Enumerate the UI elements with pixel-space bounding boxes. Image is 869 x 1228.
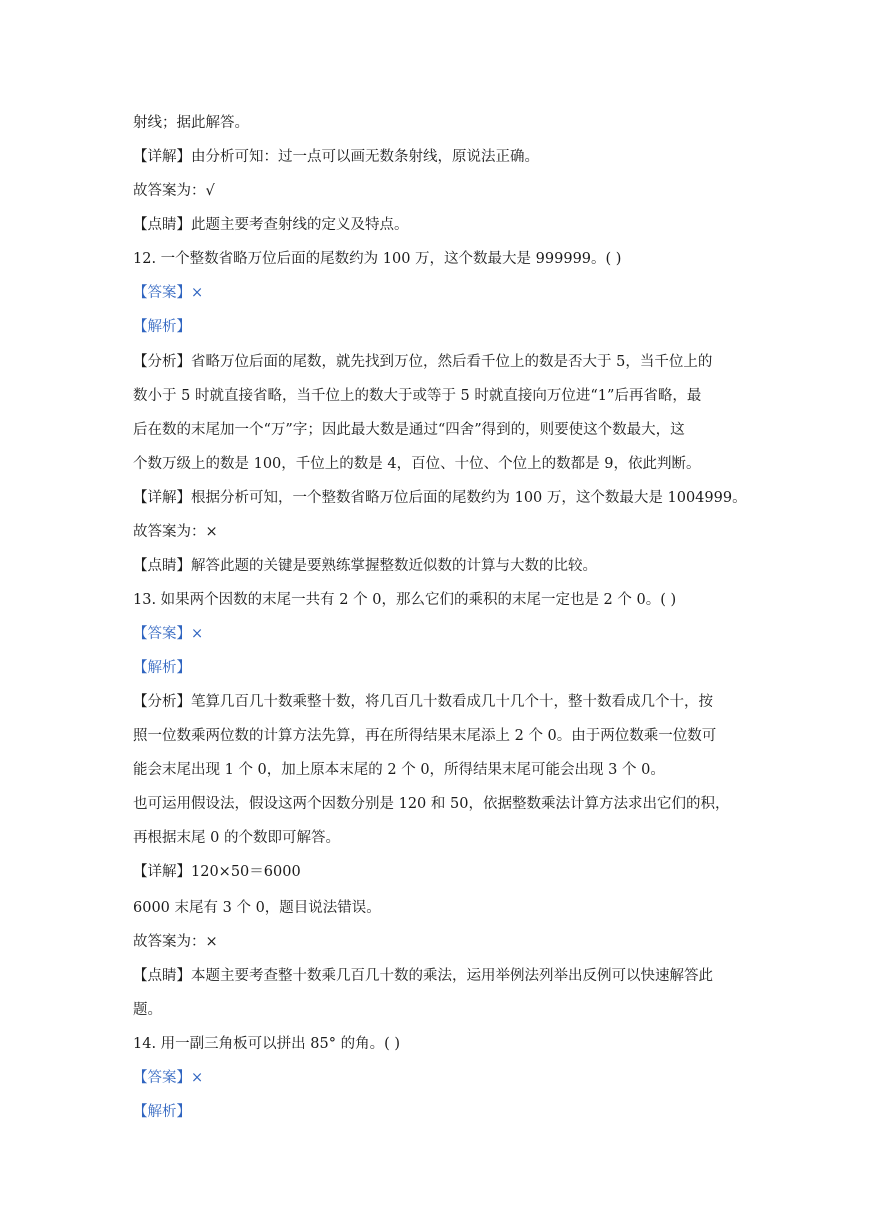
answer-line: 故答案为：× [133, 524, 218, 540]
analysis-label: 【解析】 [133, 319, 191, 335]
analysis-line: 也可运用假设法，假设这两个因数分别是 120 和 50，依据整数乘法计算方法求出它们的积， [133, 796, 730, 812]
analysis-label: 【解析】 [133, 660, 191, 676]
detail-line: 【详解】120×50＝6000 [133, 864, 301, 880]
analysis-line: 后在数的末尾加一个“万”字；因此最大数是通过“四舍”得到的，则要使这个数最大，这 [133, 422, 685, 438]
answer-label: 【答案】× [133, 1070, 204, 1086]
answer-label: 【答案】× [133, 626, 204, 642]
analysis-line: 再根据末尾 0 的个数即可解答。 [133, 830, 340, 846]
question-13: 13. 如果两个因数的末尾一共有 2 个 0，那么它们的乘积的末尾一定也是 2 个 0。( ) [133, 592, 677, 608]
question-14: 14. 用一副三角板可以拼出 85° 的角。( ) [133, 1036, 401, 1052]
comment-line: 【点睛】此题主要考查射线的定义及特点。 [133, 217, 409, 233]
analysis-line: 能会末尾出现 1 个 0，加上原本末尾的 2 个 0，所得结果末尾可能会出现 3 个 0。 [133, 762, 665, 778]
answer-line: 故答案为：× [133, 934, 218, 950]
text-line: 射线；据此解答。 [133, 115, 249, 131]
comment-line: 【点睛】解答此题的关键是要熟练掌握整数近似数的计算与大数的比较。 [133, 558, 597, 574]
answer-label: 【答案】× [133, 285, 204, 301]
analysis-line: 【分析】省略万位后面的尾数，就先找到万位，然后看千位上的数是否大于 5，当千位上的 [133, 354, 713, 370]
analysis-line: 【分析】笔算几百几十数乘整十数，将几百几十数看成几十几个十，整十数看成几个十，按 [133, 694, 713, 710]
detail-line: 6000 末尾有 3 个 0，题目说法错误。 [133, 900, 381, 916]
detail-line: 【详解】根据分析可知，一个整数省略万位后面的尾数约为 100 万，这个数最大是 1004999。 [133, 490, 747, 506]
analysis-line: 照一位数乘两位数的计算方法先算，再在所得结果末尾添上 2 个 0。由于两位数乘一位数可 [133, 728, 717, 744]
answer-line: 故答案为：√ [133, 183, 215, 199]
question-12: 12. 一个整数省略万位后面的尾数约为 100 万，这个数最大是 999999。( ) [133, 251, 622, 267]
analysis-line: 数小于 5 时就直接省略，当千位上的数大于或等于 5 时就直接向万位进“1”后再省略，最 [133, 388, 702, 404]
comment-line: 【点睛】本题主要考查整十数乘几百几十数的乘法，运用举例法列举出反例可以快速解答此 [133, 968, 713, 984]
analysis-label: 【解析】 [133, 1104, 191, 1120]
detail-line: 【详解】由分析可知：过一点可以画无数条射线，原说法正确。 [133, 149, 539, 165]
analysis-line: 个数万级上的数是 100，千位上的数是 4，百位、十位、个位上的数都是 9，依此判断。 [133, 456, 701, 472]
comment-line: 题。 [133, 1002, 162, 1018]
